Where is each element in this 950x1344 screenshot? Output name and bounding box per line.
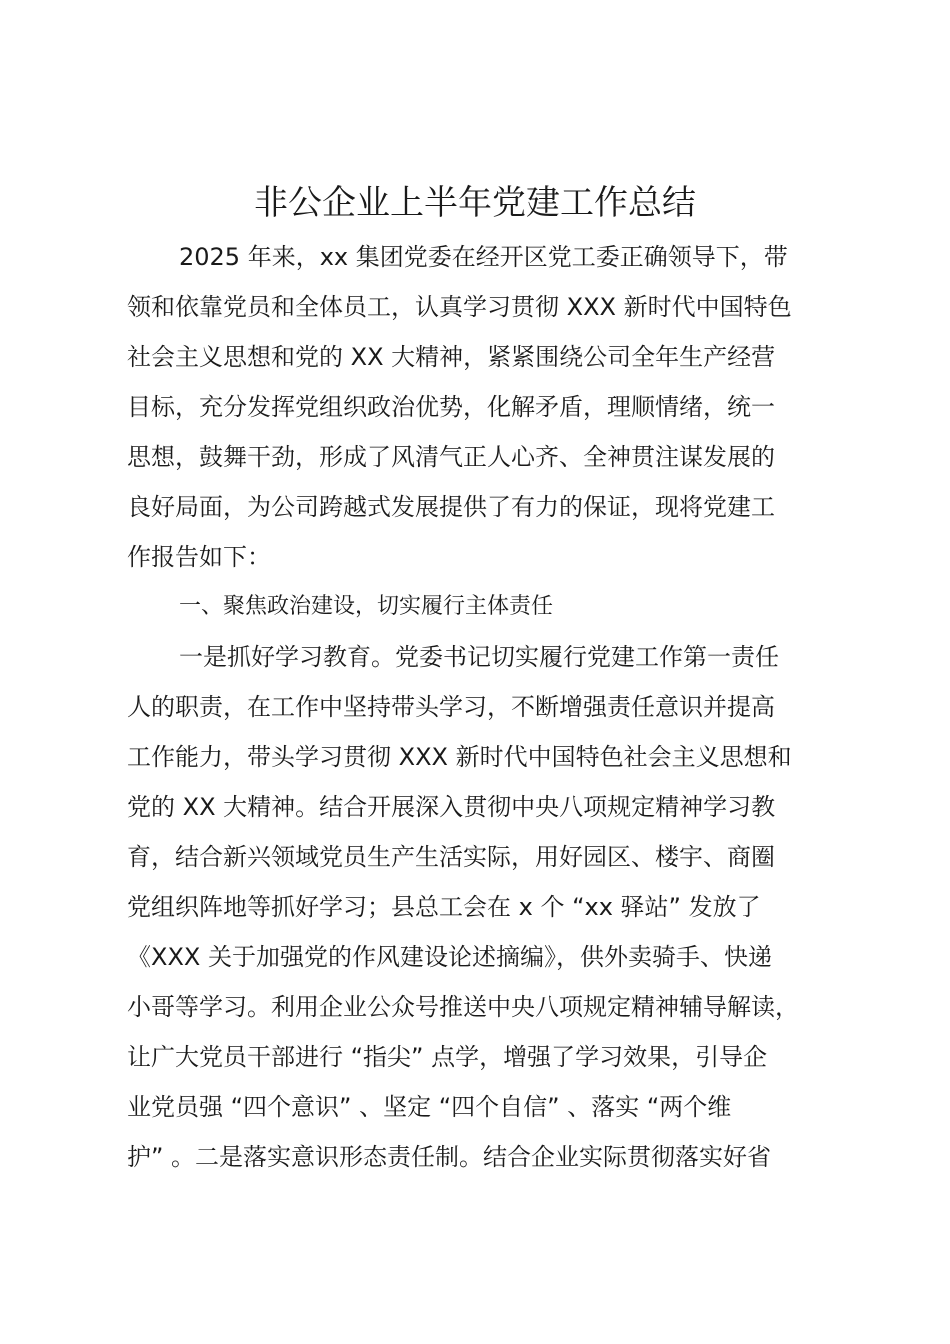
paragraph-2-line-3: 工作能力，带头学习贯彻 XXX 新时代中国特色社会主义思想和 [127,743,792,771]
paragraph-1-line-5: 思想，鼓舞干劲，形成了风清气正人心齐、全神贯注谋发展的 [127,443,775,471]
paragraph-1-line-4: 目标，充分发挥党组织政治优势，化解矛盾，理顺情绪，统一 [127,393,775,421]
paragraph-2-line-2: 人的职责，在工作中坚持带头学习，不断增强责任意识并提高 [127,693,775,721]
document-title: 非公企业上半年党建工作总结 [254,183,696,223]
paragraph-2-line-7: 《XXX 关于加强党的作风建设论述摘编》，供外卖骑手、快递 [127,943,772,971]
document-body [127,232,847,1182]
paragraph-1-line-3: 社会主义思想和党的 XX 大精神，紧紧围绕公司全年生产经营 [127,343,776,371]
paragraph-1-line-7: 作报告如下： [127,543,271,571]
paragraph-2-line-5: 育，结合新兴领域党员生产生活实际，用好园区、楼宇、商圈 [127,843,775,871]
paragraph-2-line-10: 业党员强 “四个意识” 、坚定 “四个自信” 、落实 “两个维 [127,1093,732,1121]
section-heading-1: 一、聚焦政治建设，切实履行主体责任 [179,594,554,619]
paragraph-2-line-9: 让广大党员干部进行 “指尖” 点学，增强了学习效果，引导企 [127,1043,768,1071]
paragraph-1-line-1: 2025 年来，xx 集团党委在经开区党工委正确领导下，带 [179,243,788,271]
paragraph-1-line-2: 领和依靠党员和全体员工，认真学习贯彻 XXX 新时代中国特色 [127,293,792,321]
paragraph-2-line-11: 护” 。二是落实意识形态责任制。结合企业实际贯彻落实好省 [127,1143,772,1171]
paragraph-2-line-4: 党的 XX 大精神。结合开展深入贯彻中央八项规定精神学习教 [127,793,776,821]
paragraph-1-line-6: 良好局面，为公司跨越式发展提供了有力的保证，现将党建工 [127,493,775,521]
paragraph-2-line-8: 小哥等学习。利用企业公众号推送中央八项规定精神辅导解读， [127,993,799,1021]
paragraph-2-line-1: 一是抓好学习教育。党委书记切实履行党建工作第一责任 [179,643,779,671]
paragraph-2-line-6: 党组织阵地等抓好学习；县总工会在 x 个 “xx 驿站” 发放了 [127,893,761,921]
